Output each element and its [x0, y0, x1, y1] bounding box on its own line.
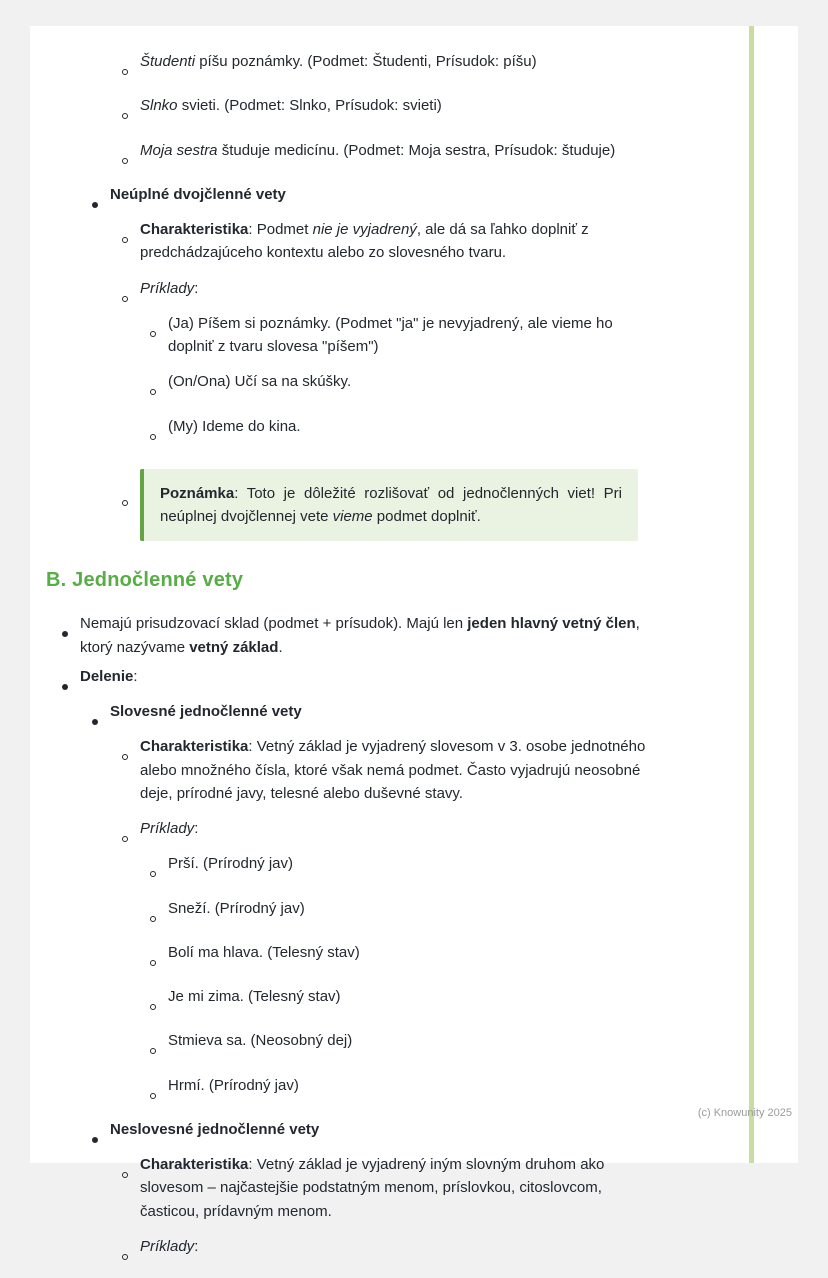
marker	[122, 94, 140, 126]
list-item-text: Slnko svieti. (Podmet: Slnko, Prísudok: svieti)	[140, 97, 442, 115]
example-sentence-item	[150, 312, 648, 359]
list-item-text: (Ja) Píšem si poznámky. (Podmet "ja" je nevyjadrený, ale vieme ho doplniť z tvaru slovesa "píšem")	[168, 314, 613, 355]
marker	[92, 183, 110, 215]
marker	[122, 218, 140, 265]
bullet-circle-icon	[150, 434, 156, 440]
bullet-circle-icon	[150, 1048, 156, 1054]
marker	[150, 1074, 168, 1106]
examples-label-item	[122, 1235, 648, 1267]
example-sentence-item	[150, 852, 648, 884]
watermark: (c) Knowunity 2025	[697, 1107, 792, 1119]
example-sentence-item	[150, 415, 648, 447]
list-item-text: Stmieva sa. (Neosobný dej)	[168, 1032, 353, 1050]
characteristic-item	[122, 735, 648, 805]
bullet-dot-icon	[62, 631, 68, 637]
bullet-circle-icon	[150, 389, 156, 395]
characteristic-item	[122, 218, 648, 265]
list-item-text: Moja sestra študuje medicínu. (Podmet: Moja sestra, Prísudok: študuje)	[140, 141, 616, 159]
bullet-dot-icon	[92, 719, 98, 725]
marker	[150, 415, 168, 447]
marker	[122, 735, 140, 805]
bullet-circle-icon	[150, 960, 156, 966]
list-item-text: Charakteristika: Podmet nie je vyjadrený, ale dá sa ľahko doplniť z predchádzajúceho kontextu alebo zo slovesného tvaru.	[140, 221, 589, 262]
characteristic-item	[122, 1153, 648, 1223]
list-item-text: Prší. (Prírodný jav)	[168, 855, 294, 873]
marker	[150, 941, 168, 973]
bullet-circle-icon	[122, 1172, 128, 1178]
marker	[150, 370, 168, 402]
list-item-text: Príklady:	[140, 279, 199, 297]
marker	[122, 1235, 140, 1267]
list-item-text: Neúplné dvojčlenné vety	[110, 185, 286, 203]
bullet-circle-icon	[122, 158, 128, 164]
bullet-circle-icon	[122, 500, 128, 506]
bullet-circle-icon	[122, 836, 128, 842]
marker	[62, 665, 80, 697]
section-title-item	[92, 183, 648, 215]
marker	[150, 897, 168, 929]
bullet-circle-icon	[150, 1004, 156, 1010]
marker	[150, 1029, 168, 1061]
bullet-circle-icon	[122, 296, 128, 302]
example-sentence-item	[150, 985, 648, 1017]
division-label-item	[62, 665, 648, 697]
bullet-circle-icon	[122, 113, 128, 119]
marker	[122, 469, 140, 542]
marker	[122, 50, 140, 82]
list-item-text: Príklady:	[140, 820, 199, 837]
marker	[150, 985, 168, 1017]
list-item-text: Neslovesné jednočlenné vety	[110, 1120, 320, 1138]
bullet-dot-icon	[62, 684, 68, 690]
example-sentence-item	[150, 897, 648, 929]
list-item-text: (On/Ona) Učí sa na skúšky.	[168, 373, 352, 391]
bullet-circle-icon	[122, 237, 128, 243]
list-item-text: Sneží. (Prírodný jav)	[168, 899, 305, 917]
bullet-circle-icon	[122, 69, 128, 75]
list-item-text: Bolí ma hlava. (Telesný stav)	[168, 943, 360, 961]
marker	[92, 1118, 110, 1150]
bullet-circle-icon	[122, 1254, 128, 1260]
note-callout	[140, 469, 638, 542]
examples-label-item	[122, 277, 648, 309]
bullet-circle-icon	[122, 754, 128, 760]
section-title-item	[92, 700, 648, 732]
marker	[92, 700, 110, 732]
list-item-text: (My) Ideme do kina.	[168, 417, 301, 435]
example-sentence-item	[122, 94, 648, 126]
list-item-text: Delenie:	[80, 667, 138, 685]
example-sentence-item	[150, 1029, 648, 1061]
section-heading: B. Jednočlenné vety	[46, 569, 244, 592]
marker	[122, 1153, 140, 1223]
bullet-dot-icon	[92, 202, 98, 208]
bullet-circle-icon	[150, 916, 156, 922]
bullet-circle-icon	[150, 871, 156, 877]
section-title-item	[92, 1118, 648, 1150]
examples-label-item	[122, 817, 648, 849]
intro-item	[62, 612, 648, 659]
marker	[150, 852, 168, 884]
note-text: Poznámka: Toto je dôležité rozlišovať od jednočlenných viet! Pri neúplnej dvojčlennej vete vieme podmet doplniť.	[160, 484, 622, 525]
marker	[122, 277, 140, 309]
marker	[150, 312, 168, 359]
list-item-text: Hrmí. (Prírodný jav)	[168, 1076, 299, 1094]
example-sentence-item	[150, 1074, 648, 1106]
document-page	[30, 26, 798, 1255]
marker	[62, 612, 80, 659]
list-item-text: Príklady:	[140, 1237, 199, 1255]
list-item-text: Nemajú prisudzovací sklad (podmet + prísudok). Majú len jeden hlavný vetný člen, ktorý nazývame vetný základ.	[80, 615, 640, 656]
marker	[122, 139, 140, 171]
example-sentence-item	[122, 50, 648, 82]
list-item-text: Je mi zima. (Telesný stav)	[168, 988, 341, 1005]
list-item-text: Študenti píšu poznámky. (Podmet: Študenti, Prísudok: píšu)	[140, 53, 537, 70]
bullet-circle-icon	[150, 331, 156, 337]
list-item-text: Slovesné jednočlenné vety	[110, 703, 302, 720]
note-callout-item	[122, 469, 648, 542]
example-sentence-item	[150, 941, 648, 973]
example-sentence-item	[122, 139, 648, 171]
list-item-text: Charakteristika: Vetný základ je vyjadrený iným slovným druhom ako slovesom – najčastejšie podstatným menom, príslovkou, citoslovcom, časticou, prídavným menom.	[140, 1156, 605, 1220]
document-content	[30, 26, 798, 1278]
list-item-text: Charakteristika: Vetný základ je vyjadrený slovesom v 3. osobe jednotného alebo množného čísla, ktoré však nemá podmet. Často vyjadrujú neosobné deje, prírodné javy, telesné alebo duševné stavy.	[140, 738, 646, 802]
marker	[122, 817, 140, 849]
bullet-circle-icon	[150, 1093, 156, 1099]
example-sentence-item	[150, 370, 648, 402]
bullet-dot-icon	[92, 1137, 98, 1143]
